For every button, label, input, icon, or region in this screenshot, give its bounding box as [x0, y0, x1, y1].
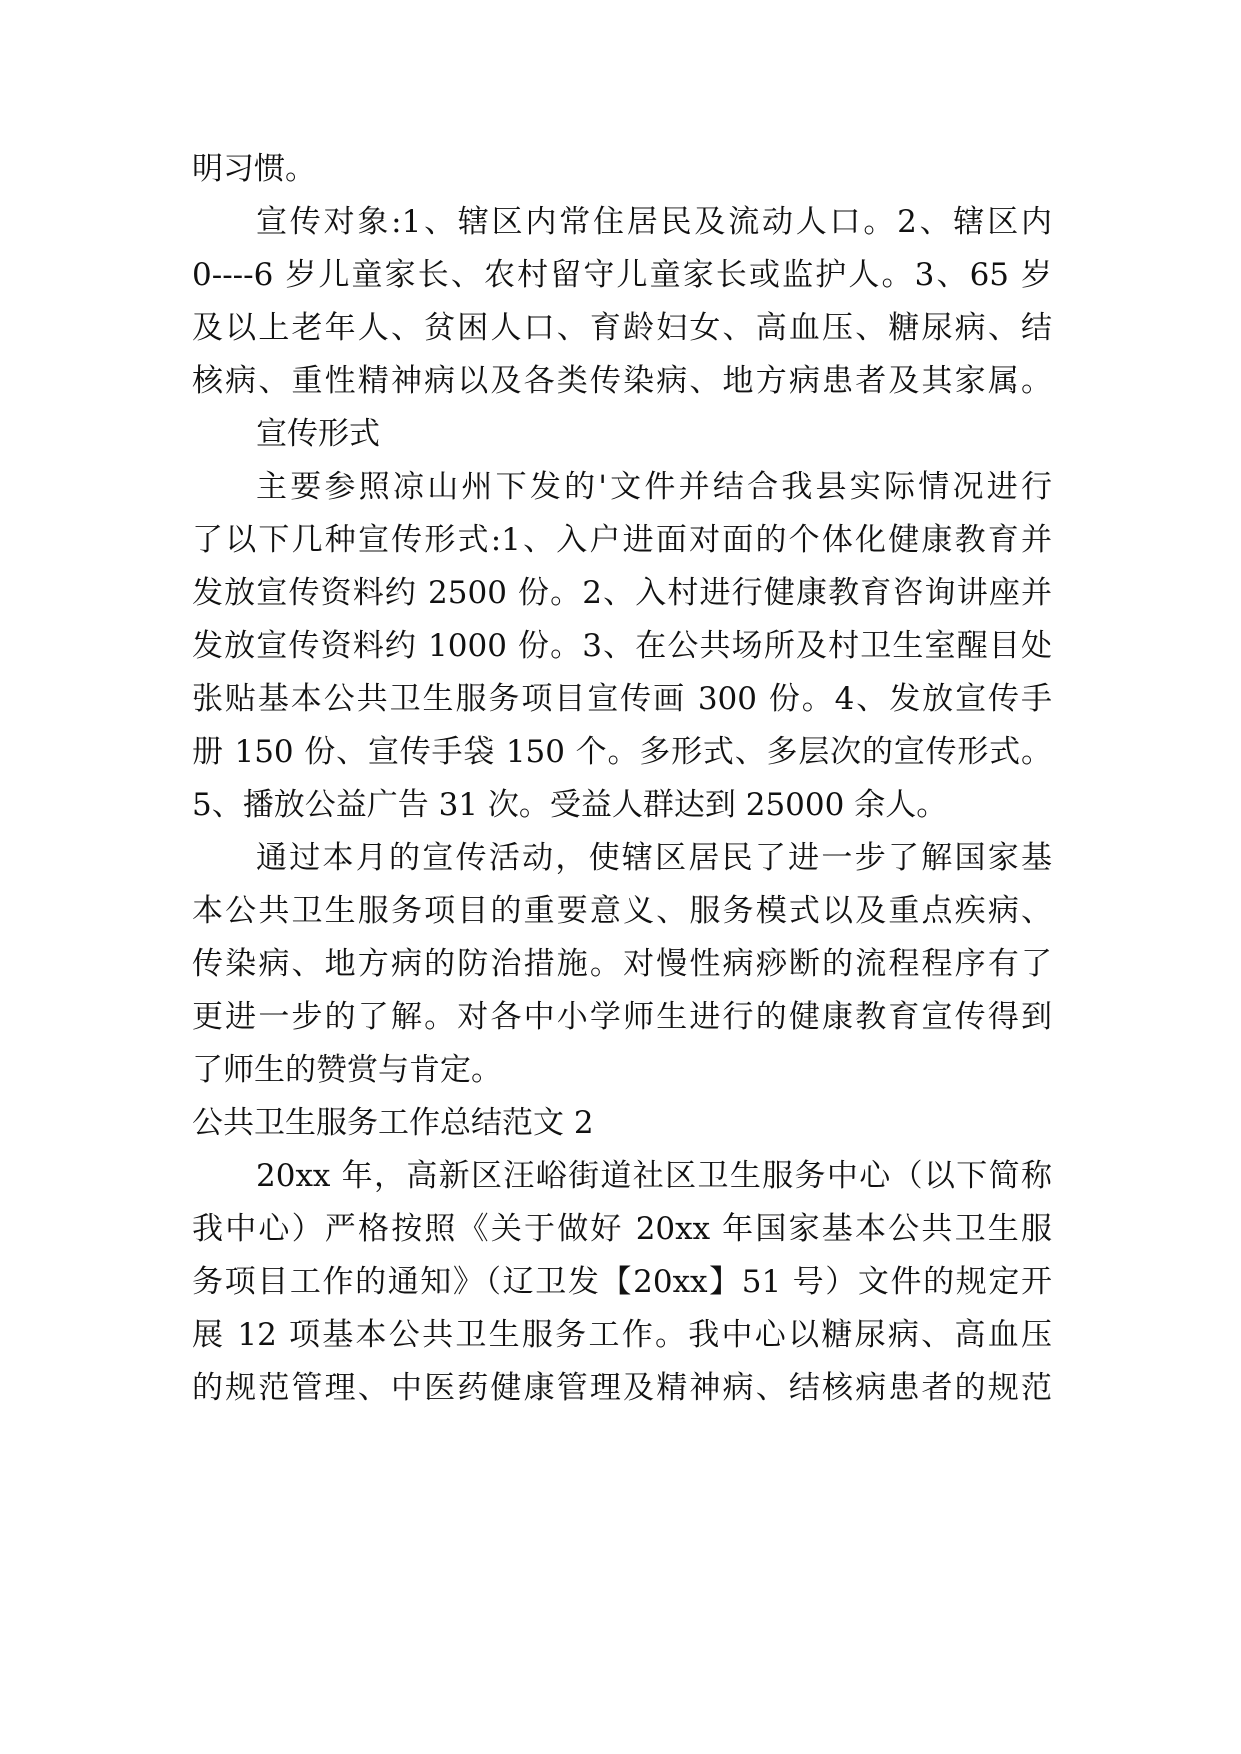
text-line: 册 150 份、宣传手袋 150 个。多形式、多层次的宣传形式。 [192, 734, 1052, 770]
text-line: 了以下几种宣传形式:1、入户进面对面的个体化健康教育并 [192, 522, 1052, 558]
text-line: 的规范管理、中医药健康管理及精神病、结核病患者的规范 [192, 1370, 1052, 1406]
text-line: 更进一步的了解。对各中小学师生进行的健康教育宣传得到 [192, 999, 1052, 1035]
text-line: 0----6 岁儿童家长、农村留守儿童家长或监护人。3、65 岁 [192, 257, 1052, 293]
text-line: 核病、重性精神病以及各类传染病、地方病患者及其家属。 [192, 363, 1052, 399]
text-line: 传染病、地方病的防治措施。对慢性病痧断的流程程序有了 [192, 946, 1052, 982]
paragraph-line: 通过本月的宣传活动，使辖区居民了进一步了解国家基 [256, 840, 1052, 876]
text-line: 了师生的赞赏与肯定。 [192, 1052, 502, 1088]
text-line: 及以上老年人、贫困人口、育龄妇女、高血压、糖尿病、结 [192, 310, 1052, 346]
text-line: 务项目工作的通知》（辽卫发【20xx】51 号）文件的规定开 [192, 1264, 1052, 1300]
text-line: 张贴基本公共卫生服务项目宣传画 300 份。4、发放宣传手 [192, 681, 1052, 717]
paragraph-line: 宣传对象:1、辖区内常住居民及流动人口。2、辖区内 [256, 204, 1052, 240]
text-line: 发放宣传资料约 2500 份。2、入村进行健康教育咨询讲座并 [192, 575, 1052, 611]
text-line: 发放宣传资料约 1000 份。3、在公共场所及村卫生室醒目处 [192, 628, 1052, 664]
text-line: 本公共卫生服务项目的重要意义、服务模式以及重点疾病、 [192, 893, 1052, 929]
text-line: 我中心）严格按照《关于做好 20xx 年国家基本公共卫生服 [192, 1211, 1052, 1247]
paragraph-line: 主要参照凉山州下发的'文件并结合我县实际情况进行 [256, 469, 1052, 505]
article-title: 公共卫生服务工作总结范文 2 [192, 1105, 594, 1141]
text-line: 5、播放公益广告 31 次。受益人群达到 25000 余人。 [192, 787, 948, 823]
text-line: 明习惯。 [192, 151, 316, 187]
paragraph-line: 20xx 年，高新区汪峪街道社区卫生服务中心（以下简称 [256, 1158, 1052, 1194]
text-line: 展 12 项基本公共卫生服务工作。我中心以糖尿病、高血压 [192, 1317, 1052, 1353]
section-heading: 宣传形式 [256, 416, 380, 452]
